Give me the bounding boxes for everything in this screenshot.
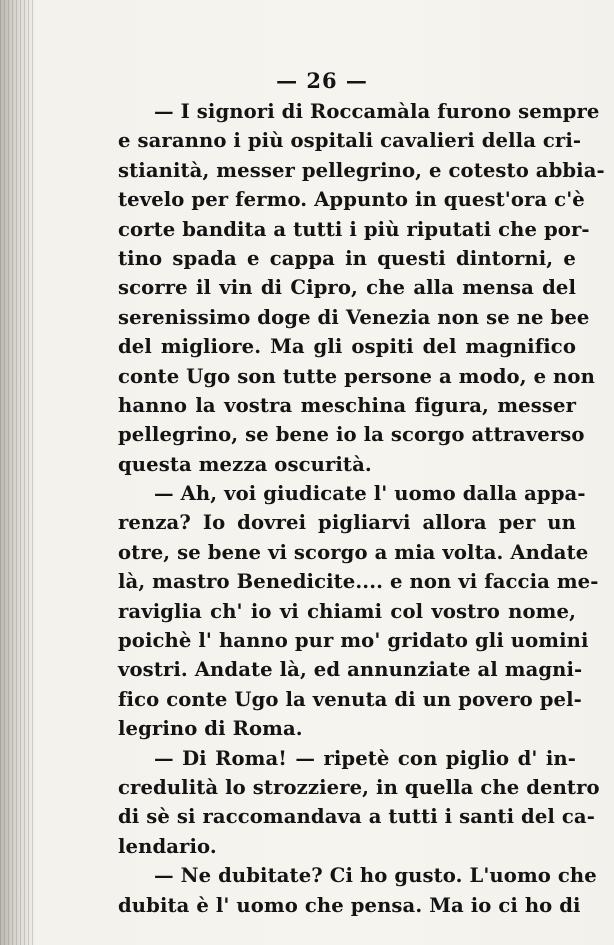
text-line: — Ah, voi giudicate l' uomo dalla appa- <box>154 482 586 506</box>
text-line: questa mezza oscurità. <box>118 452 372 476</box>
text-line: raviglia ch' io vi chiami col vostro nome, <box>118 599 576 623</box>
text-line: vostri. Andate là, ed annunziate al magni- <box>118 658 583 682</box>
text-line: lendario. <box>118 834 217 858</box>
text-line: tino spada e cappa in questi dintorni, e <box>118 246 576 270</box>
text-line: scorre il vin di Cipro, che alla mensa del <box>118 276 576 300</box>
text-line: conte Ugo son tutte persone a modo, e non <box>118 364 595 388</box>
text-line: hanno la vostra meschina figura, messer <box>118 393 576 417</box>
text-line: tevelo per fermo. Appunto in quest'ora c'è <box>118 188 585 212</box>
text-line: del migliore. Ma gli ospiti del magnifico <box>118 335 576 359</box>
text-line: fico conte Ugo la venuta di un povero pel- <box>118 687 582 711</box>
page-number: — 26 — <box>276 68 368 93</box>
text-line: — Di Roma! — ripetè con piglio d' in- <box>154 746 576 770</box>
text-line: dubita è l' uomo che pensa. Ma io ci ho di <box>118 893 581 917</box>
text-line: — Ne dubitate? Ci ho gusto. L'uomo che <box>154 864 597 888</box>
text-line: e saranno i più ospitali cavalieri della cri- <box>118 129 582 153</box>
text-line: là, mastro Benedicite.... e non vi faccia me- <box>118 570 599 594</box>
text-line: corte bandita a tutti i più riputati che por- <box>118 217 590 241</box>
text-line: renza? Io dovrei pigliarvi allora per un <box>118 511 576 535</box>
text-line: pellegrino, se bene io la scorgo attraverso <box>118 423 585 447</box>
text-line: serenissimo doge di Venezia non se ne bee <box>118 305 590 329</box>
text-line: stianità, messer pellegrino, e cotesto abbia- <box>118 158 605 182</box>
text-line: — I signori di Roccamàla furono sempre <box>154 100 600 123</box>
text-line: poichè l' hanno pur mo' gridato gli uomini <box>118 629 589 653</box>
text-line: legrino di Roma. <box>118 717 303 741</box>
body-text <box>118 97 605 920</box>
text-line: credulità lo strozziere, in quella che dentro <box>118 775 600 799</box>
text-line: di sè si raccomandava a tutti i santi del ca- <box>118 805 595 829</box>
text-line: otre, se bene vi scorgo a mia volta. Andate <box>118 540 589 564</box>
page-binding-edge <box>0 0 36 945</box>
